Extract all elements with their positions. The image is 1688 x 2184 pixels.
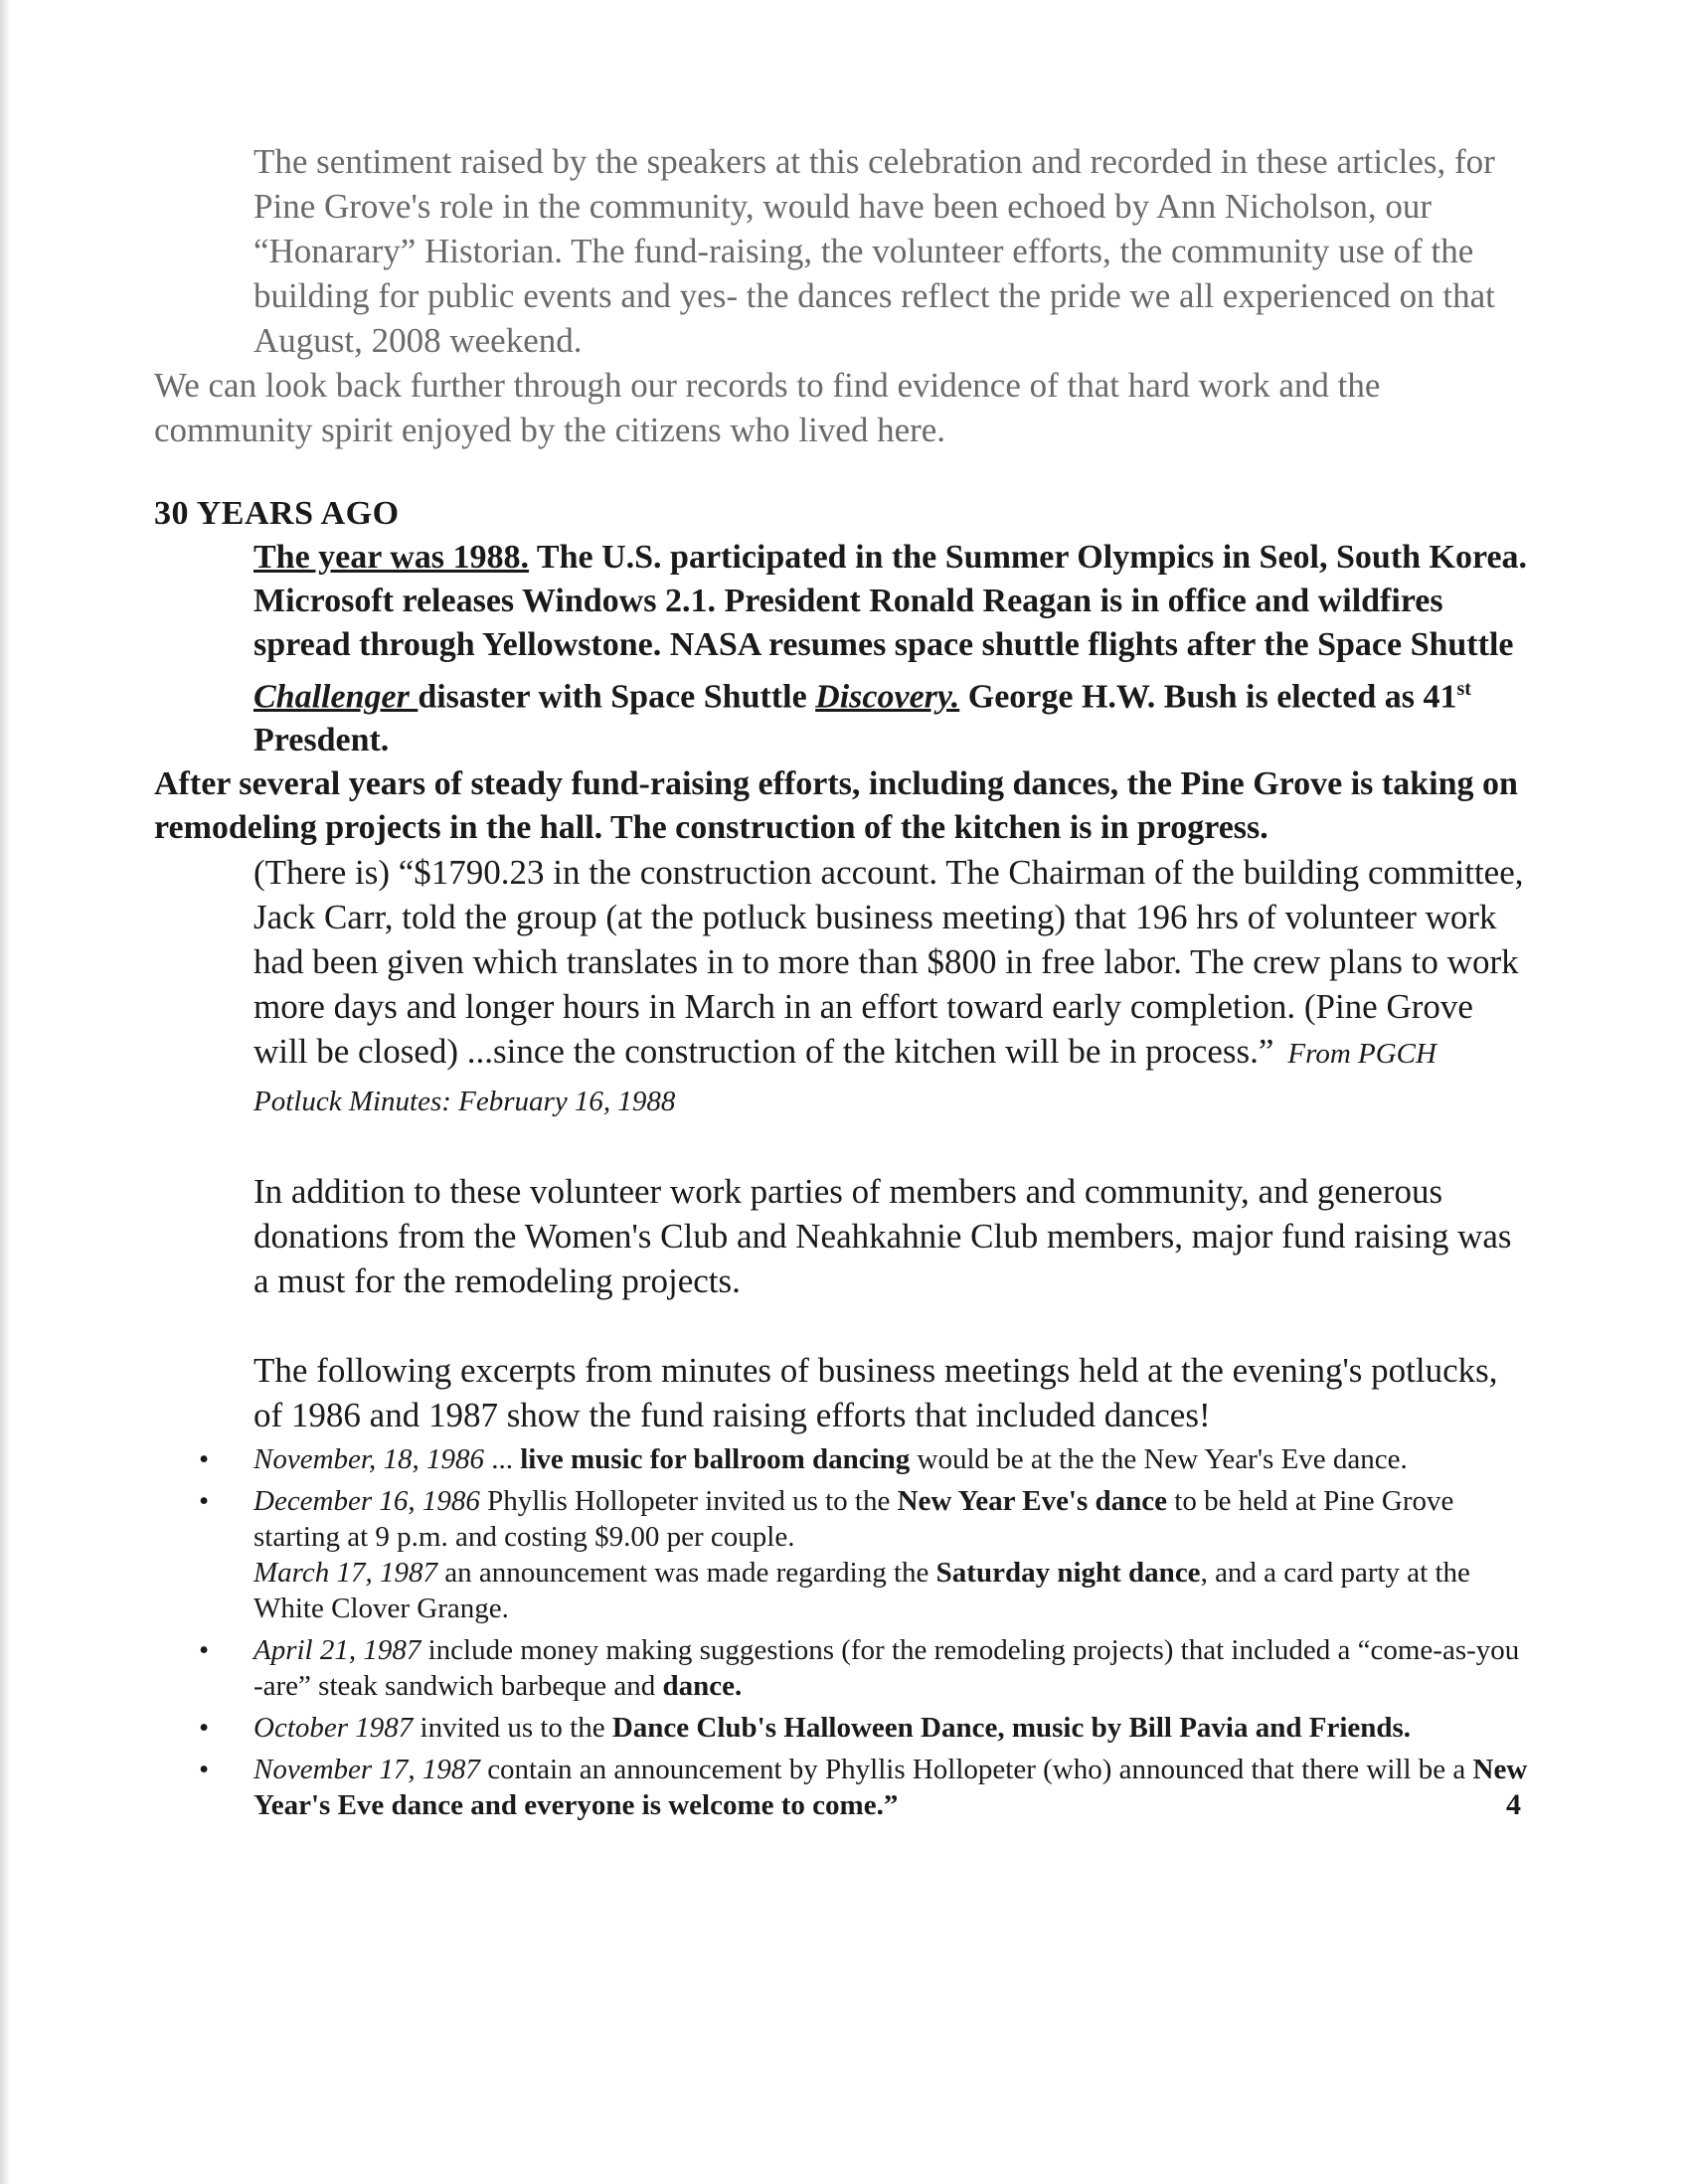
ordinal-suffix: st — [1456, 678, 1471, 700]
minute-bold: New Year Eve's dance — [897, 1485, 1168, 1518]
page-number: 4 — [1506, 1788, 1521, 1822]
minute-text: an announcement was made regarding the — [437, 1557, 936, 1590]
year-text-3: George H.W. Bush is elected as 41 — [959, 678, 1457, 716]
minute-date: November 17, 1987 — [253, 1754, 480, 1786]
list-item — [154, 1710, 1531, 1746]
quote-citation: From PGCH Potluck Minutes: February 16, 1988 — [253, 1038, 1436, 1118]
following-paragraph: The following excerpts from minutes of business meetings held at the evening's potlucks, of 1986 and 1987 show the fund raising efforts that included dances! — [253, 1351, 1498, 1435]
minute-sub-entry — [253, 1555, 1531, 1626]
intro-paragraph-2: We can look back further through our records to find evidence of that hard work and the community spirit enjoyed by the citizens who lived here. — [154, 366, 1381, 449]
bullet-icon: • — [199, 1634, 210, 1667]
list-item — [154, 1483, 1531, 1626]
minute-text: would be at the the New Year's Eve dance. — [910, 1443, 1408, 1476]
minute-date: November, 18, 1986 — [253, 1443, 484, 1476]
year-1988-paragraph — [154, 536, 1531, 762]
minute-bold: New Year's Eve dance and everyone is welcome to come.” — [253, 1754, 1528, 1822]
addition-paragraph: In addition to these volunteer work parties of members and community, and generous donations from the Women's Club and Neahkahnie Club members, major fund raising was a must for the remodeling projects. — [253, 1172, 1512, 1301]
minute-date: April 21, 1987 — [253, 1634, 422, 1667]
bullet-icon: • — [199, 1754, 210, 1786]
minutes-list — [154, 1441, 1531, 1823]
document-page — [154, 139, 1531, 1829]
minute-text: invited us to the — [413, 1712, 612, 1745]
remodel-paragraph: After several years of steady fund-raising efforts, including dances, the Pine Grove is taking on remodeling projects in the hall. The construction of the kitchen is in progress. — [154, 765, 1518, 847]
minute-text: include money making suggestions (for the remodeling projects) that included a “come-as-you -are” steak sandwich barbeque and — [253, 1634, 1520, 1703]
minute-date: October 1987 — [253, 1712, 414, 1745]
minute-text: ... — [483, 1443, 521, 1476]
minute-bold: Saturday night dance — [935, 1557, 1201, 1590]
minute-bold: Dance Club's Halloween Dance, music by Bill Pavia and Friends. — [611, 1712, 1412, 1745]
discovery-name: Discovery. — [815, 678, 960, 716]
bullet-icon: • — [199, 1443, 210, 1476]
list-item — [154, 1441, 1531, 1477]
intro-paragraph: The sentiment raised by the speakers at this celebration and recorded in these articles, for Pine Grove's role in the community, would have been echoed by Ann Nicholson, our “Honarary” Historian. The fund-raising, the volunteer efforts, the community use of the building for public events and yes- the dances reflect the pride we all experienced on that August, 2008 weekend. — [253, 142, 1495, 360]
quote-paragraph — [154, 850, 1531, 1124]
minute-text: to be held at Pine Grove starting at 9 p.m. and costing $9.00 per couple. — [253, 1485, 1454, 1554]
minute-bold: dance. — [662, 1670, 743, 1703]
quote-text: (There is) “$1790.23 in the construction account. The Chairman of the building committee, Jack Carr, told the group (at the potluck business meeting) that 196 hrs of volunteer work had been given which translates in to more than $800 in free labor. The crew plans to work more days and longer hours in March in an effort toward early completion. (Pine Grove will be closed) ...since the construction of the kitchen will be in process.” — [253, 853, 1524, 1072]
bullet-icon: • — [199, 1712, 210, 1745]
minute-text: Phyllis Hollopeter invited us to the — [479, 1485, 898, 1518]
list-item — [154, 1752, 1531, 1823]
year-text-4: Presdent. — [253, 722, 390, 759]
scan-edge — [0, 0, 10, 2184]
list-item — [154, 1632, 1531, 1704]
section-heading: 30 YEARS AGO — [154, 495, 400, 532]
minute-date: December 16, 1986 — [253, 1485, 480, 1518]
minute-bold: live music for ballroom dancing — [520, 1443, 911, 1476]
bullet-icon: • — [199, 1485, 210, 1518]
year-text-2: disaster with Space Shuttle — [418, 678, 816, 716]
minute-text: , and a card party at the White Clover Grange. — [253, 1557, 1470, 1625]
challenger-name: Challenger — [253, 678, 419, 716]
year-lead: The year was 1988. — [253, 539, 530, 576]
minute-date: March 17, 1987 — [253, 1557, 437, 1590]
minute-text: contain an announcement by Phyllis Hollopeter (who) announced that there will be a — [479, 1754, 1473, 1786]
year-text-1: The U.S. participated in the Summer Olympics in Seol, South Korea. Microsoft releases Windows 2.1. President Ronald Reagan is in office and wildfires spread through Yellowstone. NASA resumes space shuttle flights after the Space Shuttle — [253, 539, 1528, 663]
